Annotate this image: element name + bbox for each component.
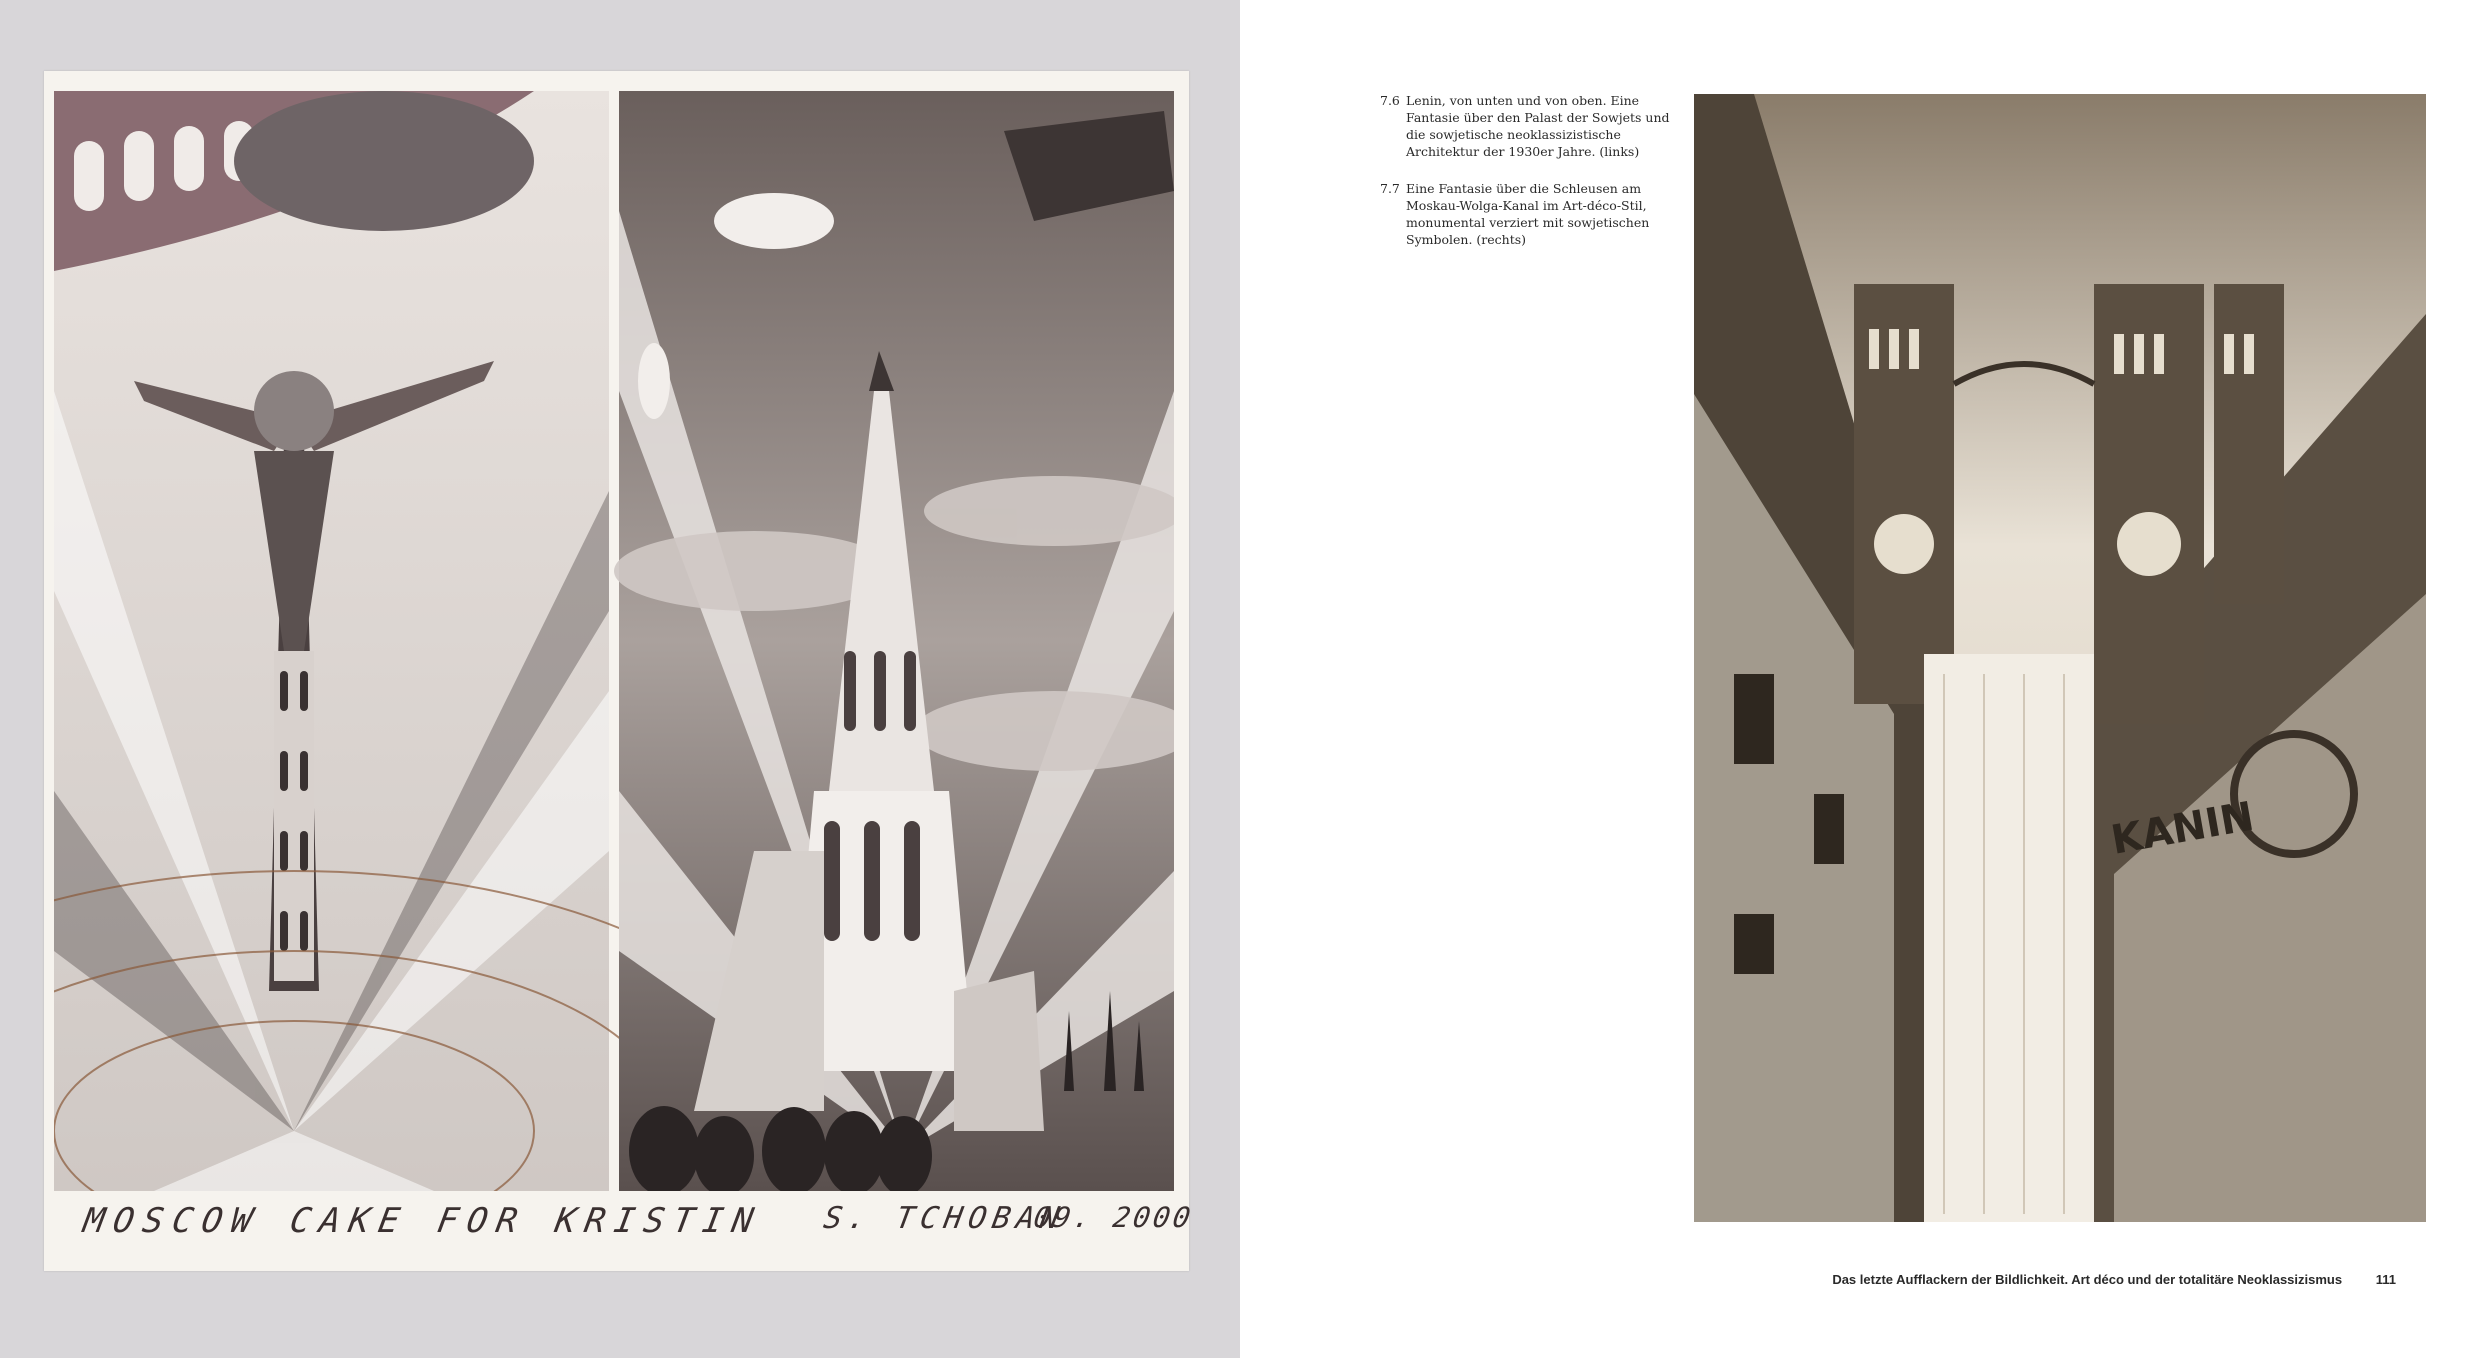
caption-7-6: [1380, 92, 1680, 160]
running-title: Das letzte Aufflackern der Bildlichkeit. Art déco und der totalitäre Neoklassizismus: [1832, 1272, 2343, 1287]
page-footer: [1832, 1272, 2396, 1287]
caption-7-7: [1380, 180, 1680, 248]
caption-number: 7.7: [1380, 181, 1400, 196]
caption-list: [1380, 92, 1680, 268]
artwork-paper: [44, 71, 1196, 1271]
artwork-drawing: [1694, 94, 2426, 1222]
artwork-moscow-cake: [54, 91, 1174, 1191]
caption-text: Eine Fantasie über die Schleusen am Moskau-Wolga-Kanal im Art-déco-Stil, monumental verziert mit sowjetischen Symbolen. (rechts): [1406, 181, 1650, 247]
artwork-signature: S. TCHOBAN: [820, 1201, 1068, 1236]
artwork-date: 09. 2000: [1031, 1201, 1196, 1234]
caption-text: Lenin, von unten und von oben. Eine Fantasie über den Palast der Sowjets und die sowjetische neoklassizistische Architektur der 1930er Jahre. (links): [1406, 93, 1670, 159]
artwork-drawing: [54, 91, 1174, 1191]
artwork-canal-locks: [1694, 94, 2426, 1222]
artwork-inscription: KANIN: [2107, 793, 2258, 864]
artwork-inscription-title: MOSCOW CAKE FOR KRISTIN: [80, 1201, 766, 1241]
page-number: 111: [2375, 1272, 2396, 1287]
right-page: [1240, 0, 2480, 1358]
caption-number: 7.6: [1380, 93, 1400, 108]
